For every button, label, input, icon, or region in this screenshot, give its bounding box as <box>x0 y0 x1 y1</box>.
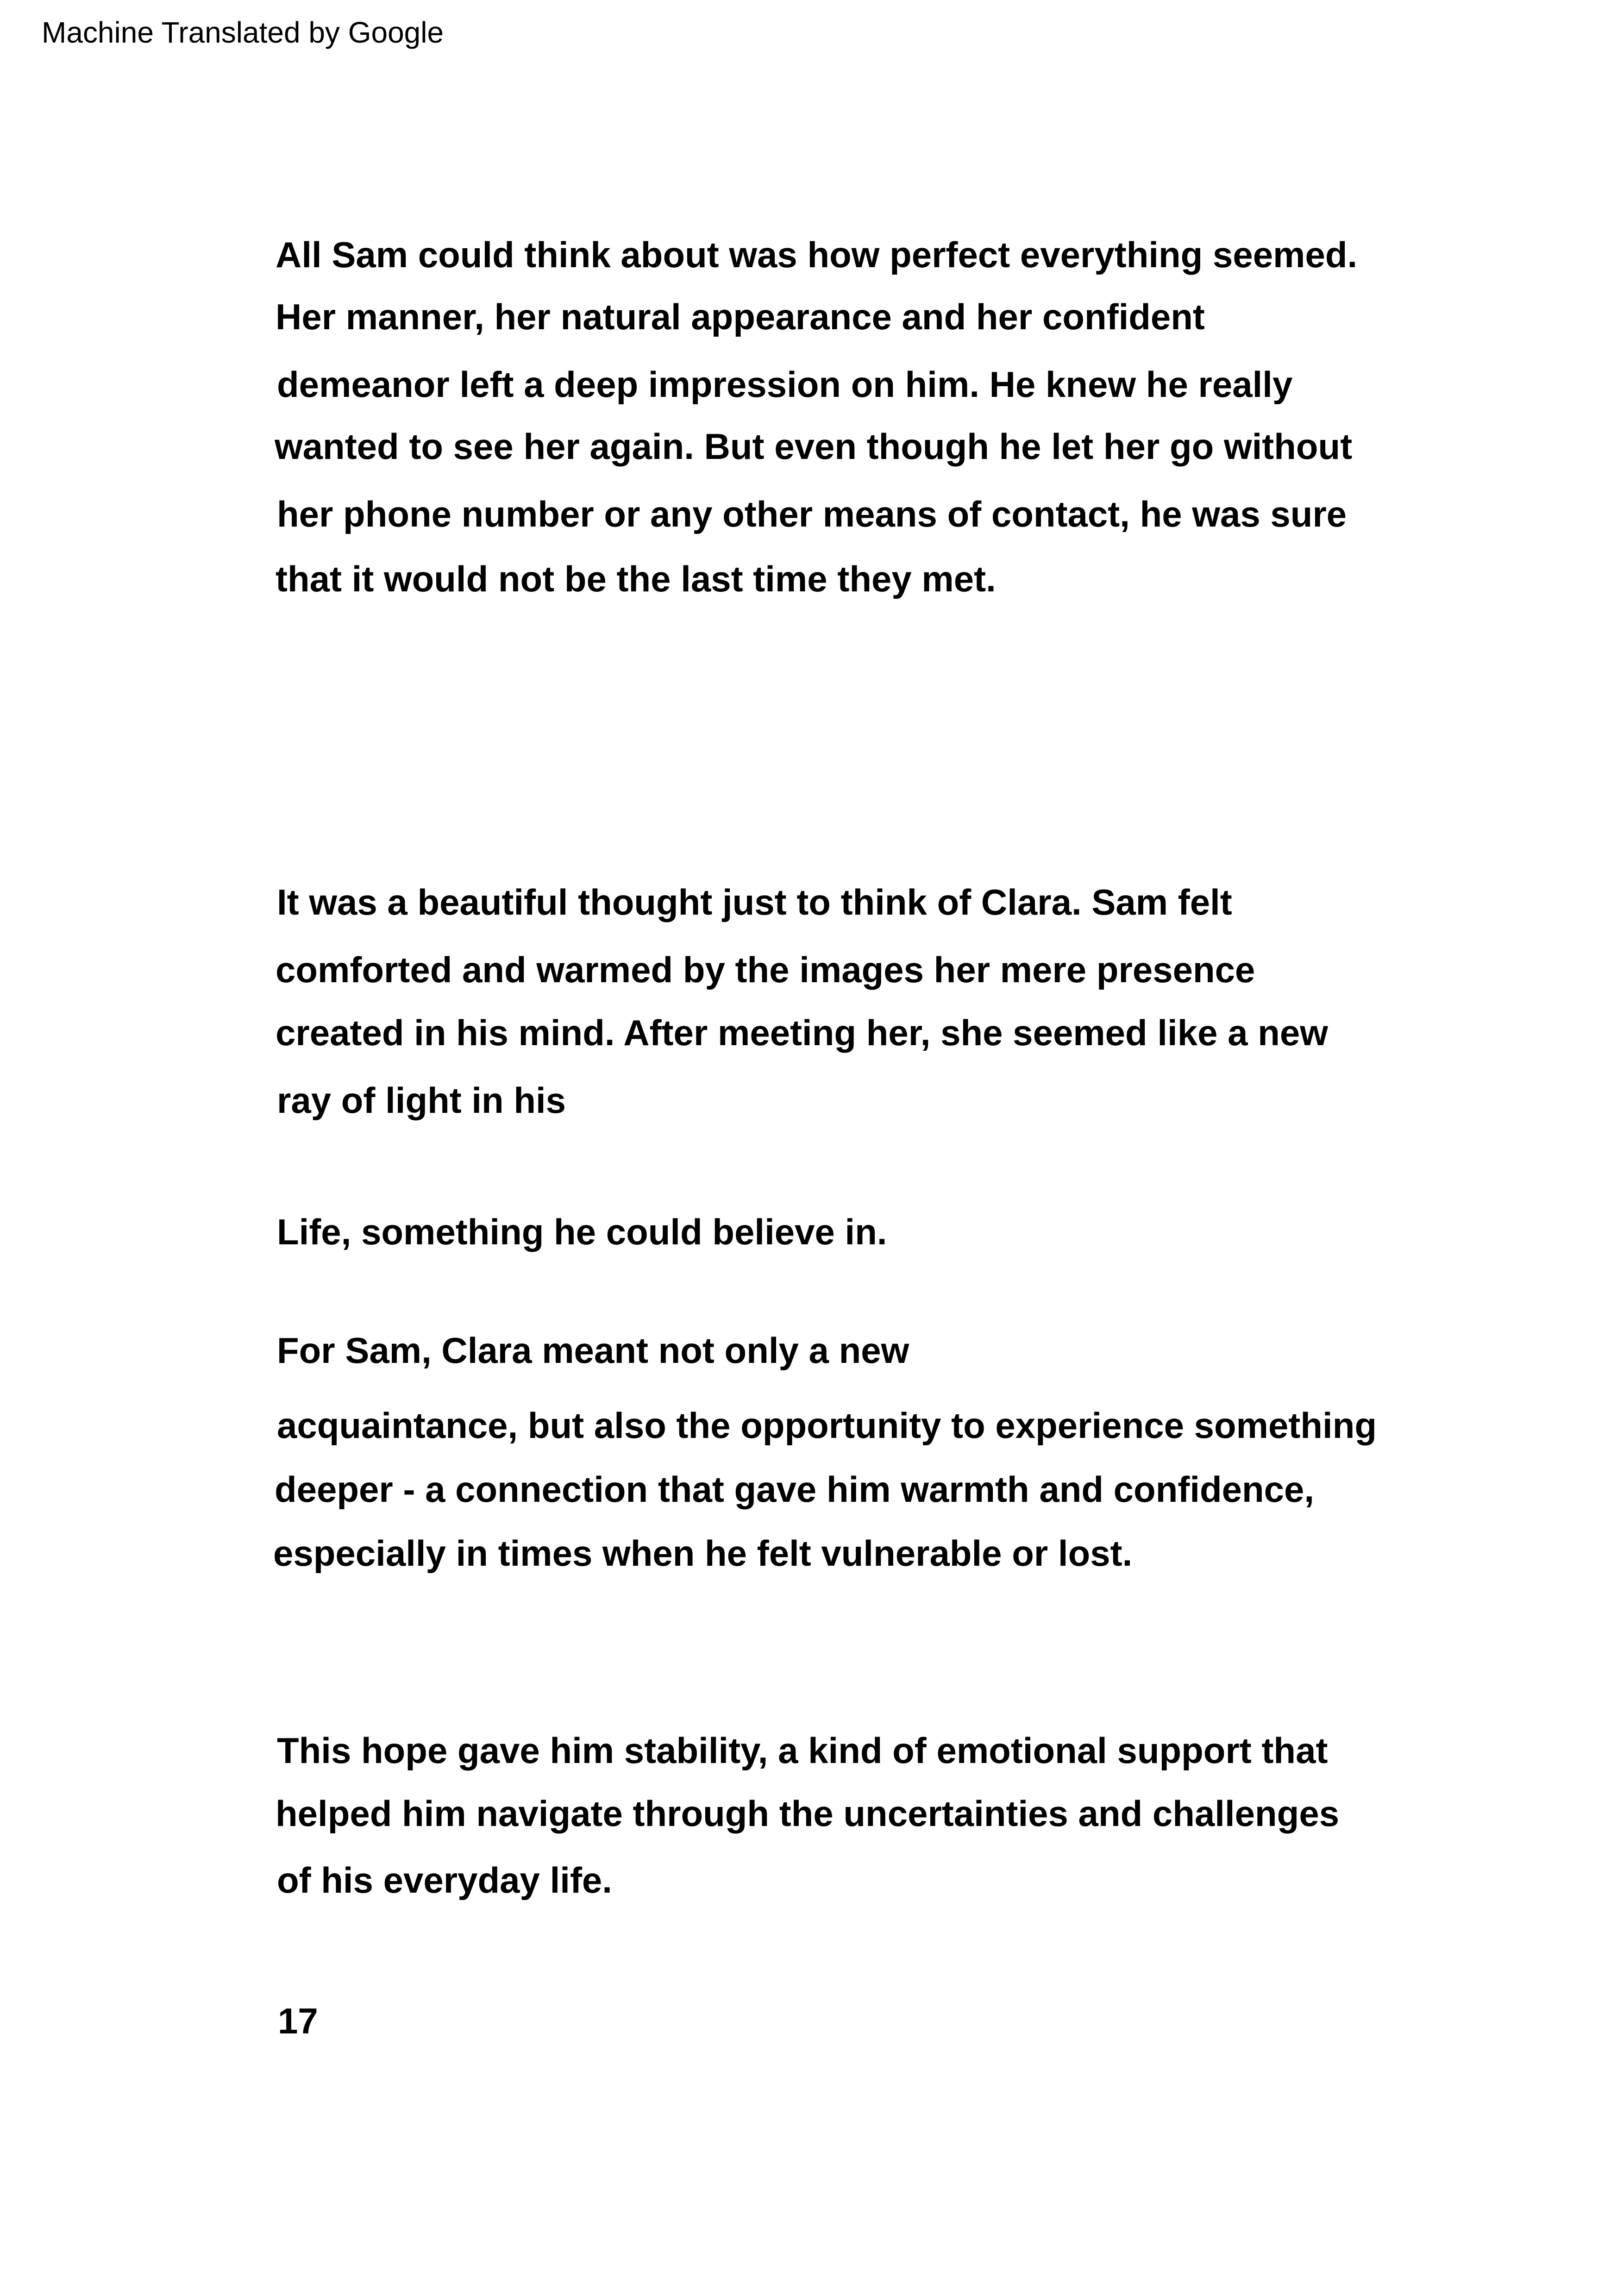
text-line: Her manner, her natural appearance and her confident <box>276 296 1205 337</box>
text-line: All Sam could think about was how perfect everything seemed. <box>276 234 1358 275</box>
text-line: created in his mind. After meeting her, she seemed like a new <box>276 1012 1328 1053</box>
page-number: 17 <box>278 2001 318 2041</box>
text-line: comforted and warmed by the images her mere presence <box>276 949 1255 990</box>
text-line: This hope gave him stability, a kind of emotional support that <box>277 1730 1328 1771</box>
text-line: ray of light in his <box>277 1080 566 1121</box>
text-line: Life, something he could believe in. <box>277 1211 887 1252</box>
text-line: acquaintance, but also the opportunity to experience something <box>277 1405 1377 1446</box>
text-line: demeanor left a deep impression on him. He knew he really <box>277 364 1293 405</box>
text-line: wanted to see her again. But even though he let her go without <box>275 426 1353 467</box>
text-line: of his everyday life. <box>277 1860 612 1901</box>
text-line: helped him navigate through the uncertainties and challenges <box>276 1793 1340 1834</box>
text-line: especially in times when he felt vulnerable or lost. <box>273 1533 1133 1574</box>
text-line: It was a beautiful thought just to think of Clara. Sam felt <box>277 882 1232 922</box>
text-line: deeper - a connection that gave him warmth and confidence, <box>275 1469 1315 1510</box>
text-line: For Sam, Clara meant not only a new <box>277 1330 909 1371</box>
text-line: her phone number or any other means of contact, he was sure <box>277 494 1347 534</box>
text-line: that it would not be the last time they met. <box>276 558 996 599</box>
machine-translation-notice: Machine Translated by Google <box>42 16 444 49</box>
